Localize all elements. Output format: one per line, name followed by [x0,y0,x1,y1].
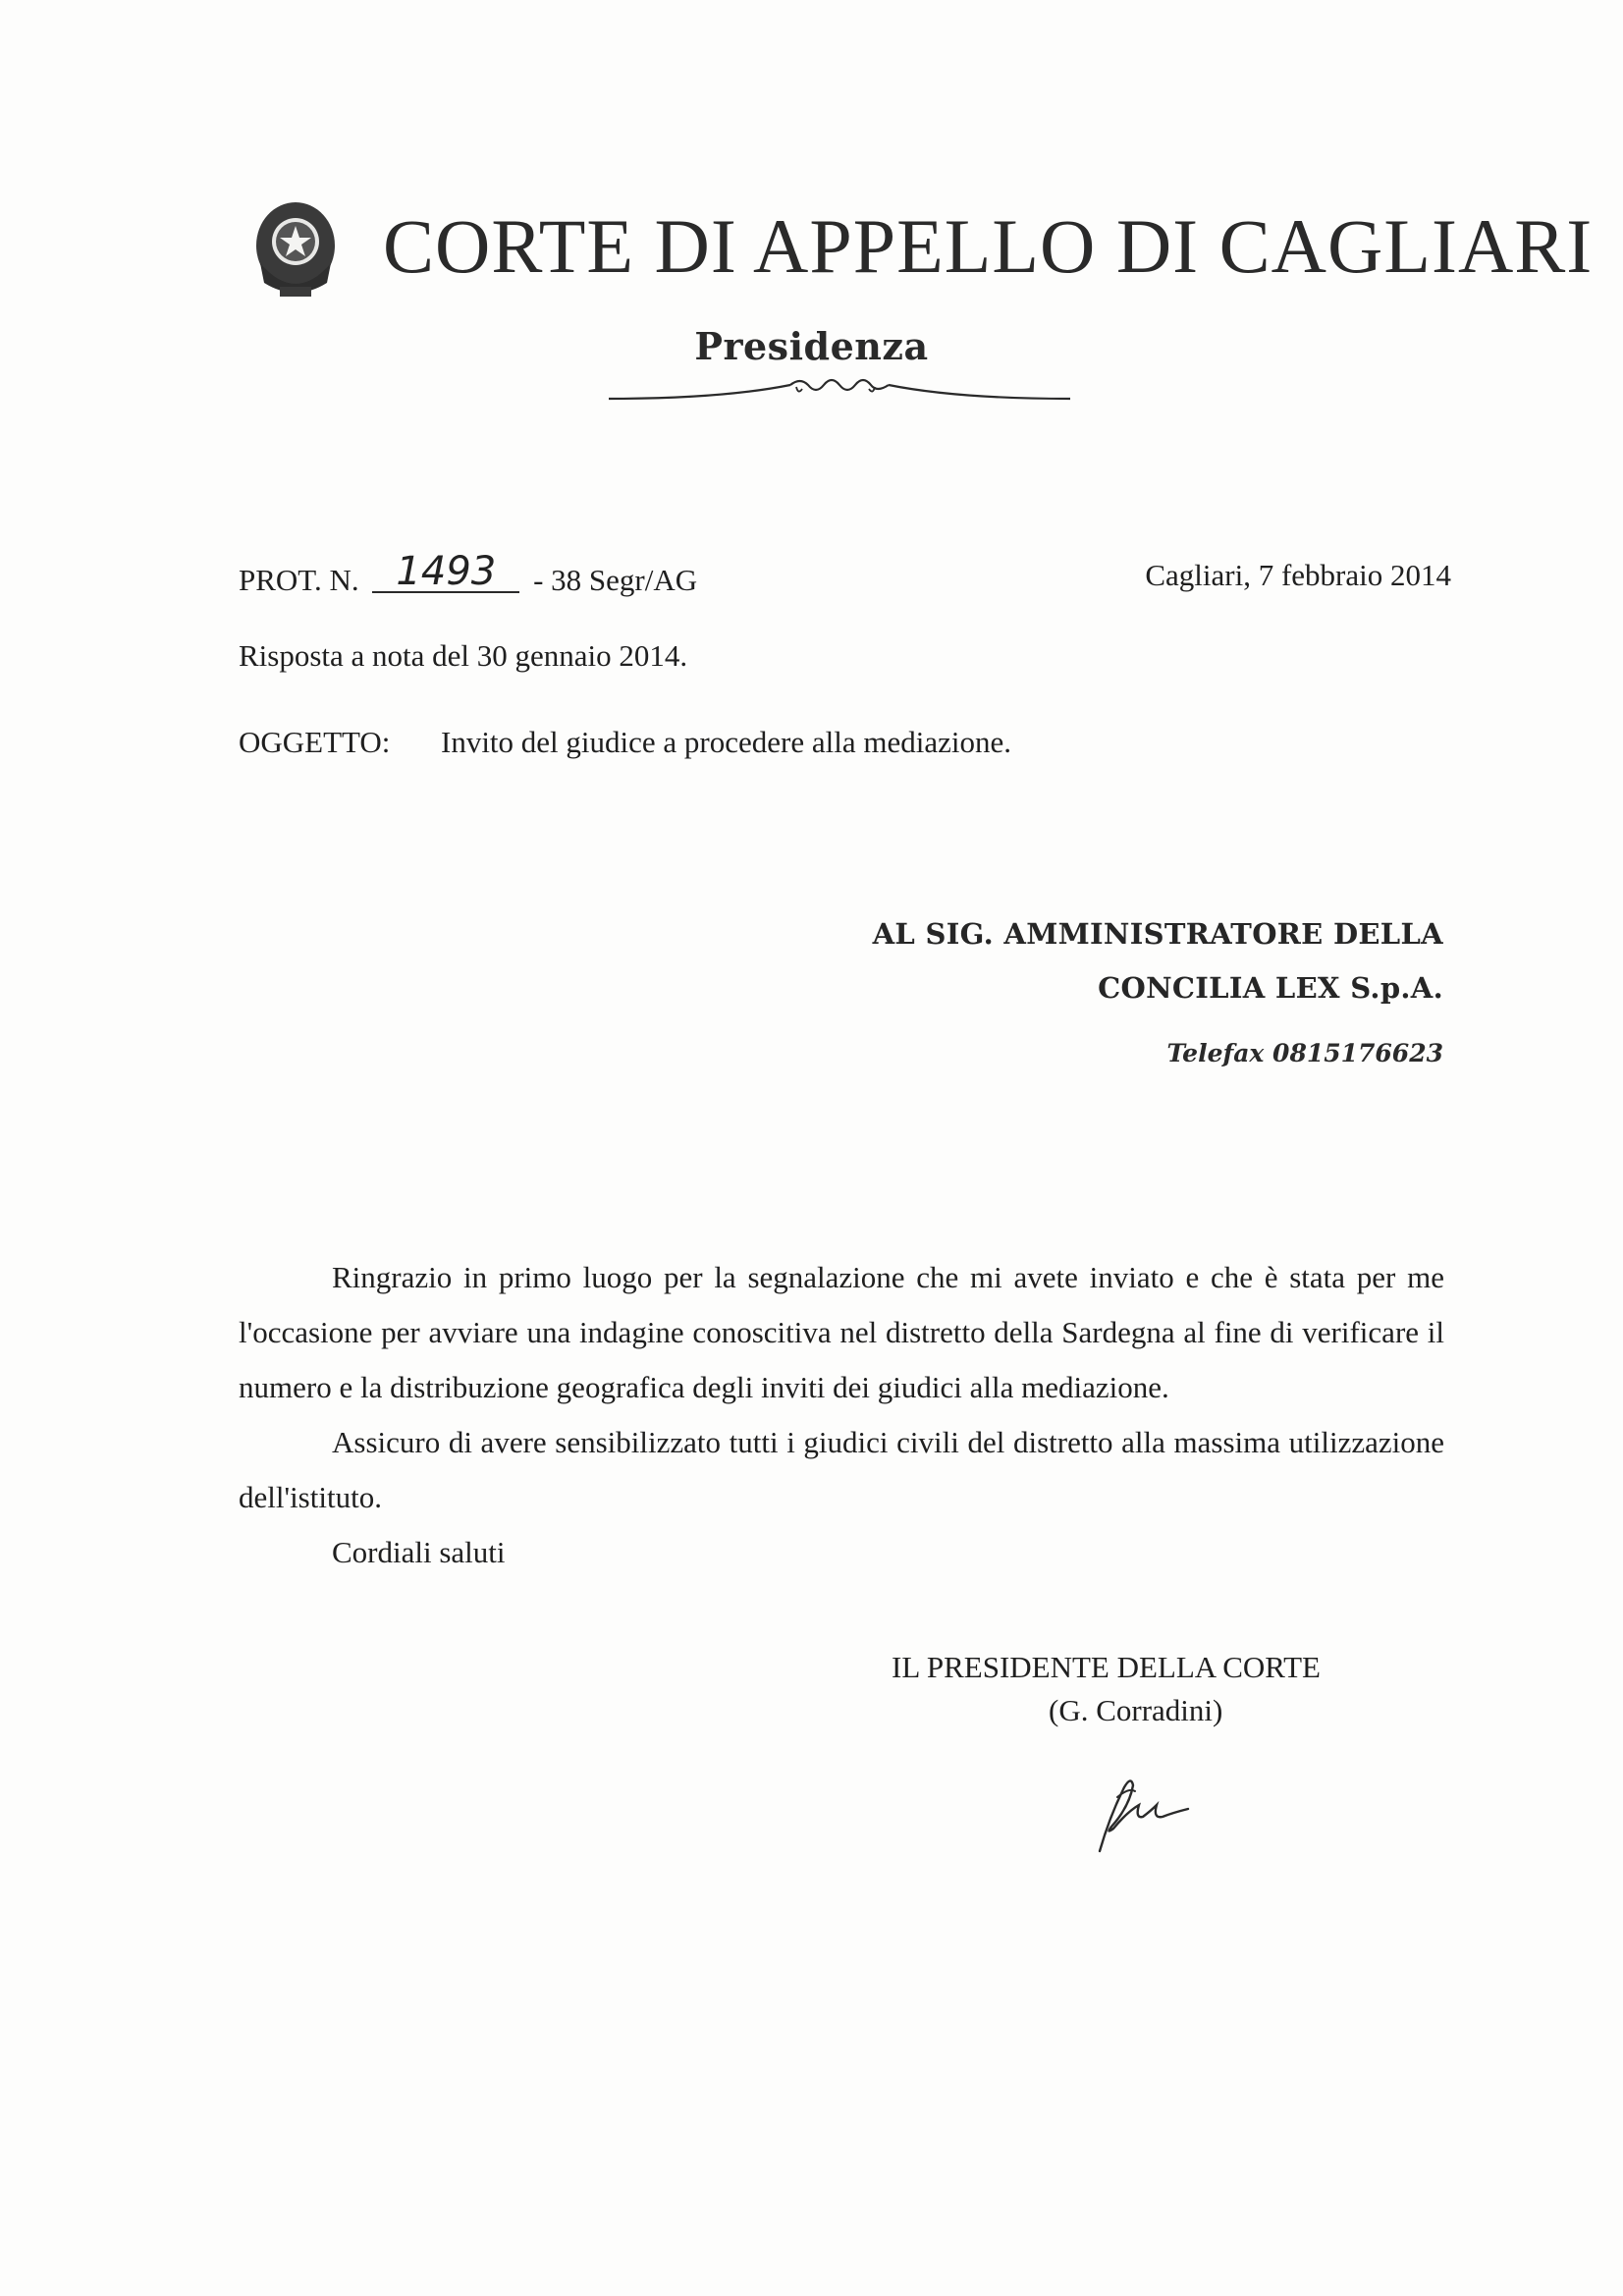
signatory-title: IL PRESIDENTE DELLA CORTE [892,1650,1321,1684]
recipient-telefax: Telefax 0815176623 [1166,1039,1443,1067]
protocol-suffix: - 38 Segr/AG [533,563,698,597]
reply-note: Risposta a nota del 30 gennaio 2014. [239,638,688,673]
protocol-number: 1493 [372,552,519,593]
protocol-line [239,549,698,599]
body-closing: Cordiali saluti [332,1535,506,1569]
recipient-line1: AL SIG. AMMINISTRATORE DELLA [872,917,1443,951]
italian-republic-emblem-icon [250,194,341,304]
court-title: CORTE DI APPELLO DI CAGLIARI [383,203,1594,289]
body-paragraph-2: Assicuro di avere sensibilizzato tutti i giudici civili del distretto alla massima utilizzazione dell'istituto. [239,1425,1444,1514]
subject-line [239,725,1011,760]
body-paragraph-1: Ringrazio in primo luogo per la segnalazione che mi avete inviato e che è stata per me l'occasione per avviare una indagine conoscitiva nel distretto della Sardegna al fine di verificare il numero e la distribuzione geografica degli inviti dei giudici alla mediazione. [239,1260,1444,1404]
recipient-block [873,907,1443,1015]
office-name: Presidenza [694,324,929,368]
subject-label: OGGETTO: [239,725,391,759]
place-date: Cagliari, 7 febbraio 2014 [1145,558,1451,592]
protocol-prefix: PROT. N. [239,563,359,597]
ornamental-divider [604,371,1075,410]
subject-text: Invito del giudice a procedere alla mediazione. [441,725,1011,759]
signatory-name: (G. Corradini) [1049,1693,1223,1727]
recipient-line2: CONCILIA LEX S.p.A. [1098,971,1443,1005]
letter-body [239,1250,1444,1580]
handwritten-signature [1070,1758,1208,1866]
